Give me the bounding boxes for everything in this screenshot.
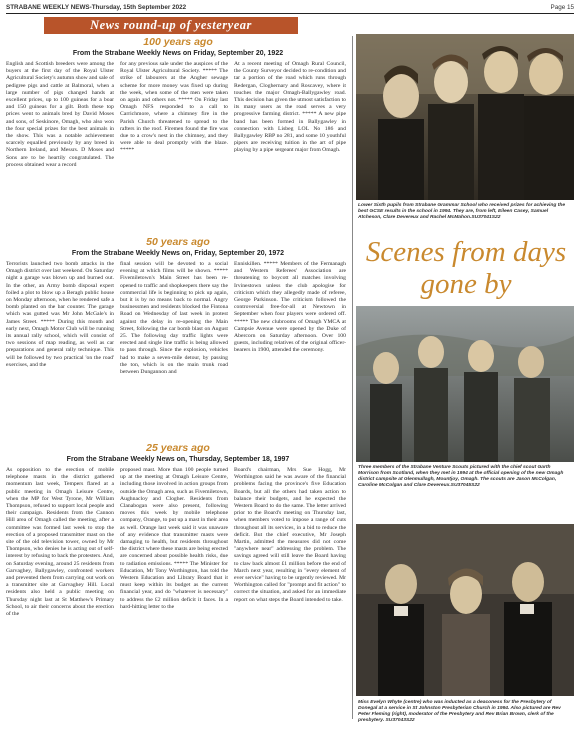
subtitle-1997: From the Strabane Weekly News on, Thursday, September 18, 1997: [66, 456, 290, 463]
article-1997-col2: proposed mast. More than 100 people turned up at the meeting at Omagh Leisure Centre, including those involved in action groups from outside the Omagh area, such as Fivemiletown, Aughnacloy and Clogher. Residents from Clanabogan were also present, following moves this week by mobile telephone company, Orange, to put up a mast in their area as well. Orange last week said it was unaware of any evidence that transmitter masts were damaging to health, but residents throughout the district where these masts are being erected are concerned about possible health risks, due to radiation emissions. ***** The Minister for Education, Mr Tony Worthington, has told the Western Education and Library Board that it must keep within its budget as the current financial year, and do "whatever is necessary" to address the £2 million deficit it faces. In a hard-hitting letter to the: [120, 467, 228, 610]
section-banner: News round-up of yesteryear: [44, 17, 298, 34]
caption-deaconess: Miss Evelyn Whyte (centre) who was inducted as a deaconess for the Presbytery of Donegal at a service in St Johnston Presbyterian Church in 1994. Also pictured are Rev Peter Fleming (right), moderator of the Presbytery and Rev Brian Brown, clerk of the presbytery. SU37043S22: [358, 700, 561, 723]
subtitle-1972: From the Strabane Weekly News on, Friday, September 20, 1972: [71, 250, 285, 257]
article-1922-col3: At a recent meeting of Omagh Rural Council, the County Surveyor decided to re-condition and tar a portion of the road which runs through Redergan, Cloghernary and Roscavey, where it touches the major Omagh-Ballygawley road. This decision has given the utmost satisfaction to its many users as the road serves a very progressive farming district. ***** A new pipe band has been formed in Ballygawley in connection with Lisbeg LOL No 186 and Ballygawley RBP no 281, and some 10 youthful pipers are receiving tuition in the art of pipe playing by a pipe sergeant major from Omagh.: [234, 61, 346, 154]
caption-grammar-pupils: Lower Sixth pupils from Strabane Grammar School who received prizes for achieving the best GCSE results in the school in 1994. They are, from left, Eileen Casey, Samuel Atcheson, Clare Devereux and Rachel McMahon.SU37041S22: [358, 203, 566, 220]
photo-deaconess: [356, 524, 574, 696]
subtitle-1922: From the Strabane Weekly News on Friday, September 20, 1922: [72, 50, 284, 57]
article-1922-col1: English and Scottish breeders were among the buyers at the first day of the Royal Ulster Agricultural Society's autumn show and sale of pedigree pigs and cattle at Balmoral, when a large number of pigs changed hands at excellent prices, up to 100 guineas for a boar and 150 guineas for a gilt. Both these top prices went to animals bred by David Moses and sons, of Seskinore, Omagh, who also won the four special prizes for the best animals in the show. This was a notable achievement scarcely equalled previously by any breed in Northern Ireland, and Messrs. D Moses and Sons are to be heartily congratulated. The process obtained wear a record: [6, 61, 114, 168]
heading-25-years: 25 years ago: [146, 442, 210, 454]
photo-grammar-pupils: [356, 34, 574, 200]
article-1972-col3: Enniskillen. ***** Members of the Fermanagh and Western Referees' Association are threatening to boycott all matches involving Irvinestown unless the club apologise for criticism which they allegedly made of referee, George Parkinson. The criticism followed the controversial free-for-all at Newtown in September when four players were ordered off. ***** The new clubrooms of Omagh YMCA at Campsie Avenue were opened by the Duke of Abercorn on Saturday afternoon. Over 100 guests, including relatives of the original officer-bearers in 1900, attended the ceremony.: [234, 261, 346, 354]
article-1972-col2: final session will be devoted to a social evening at which films will be shown. ***** Fivemiletown's Main Street has been re-opened to traffic and shopkeepers there say the commercial life is beginning to pick up again, but it is by no means back to normal. Angry businessmen and residents blocked the Fintona Road on Wednesday of last week in protest against the delay in re-opening the Main Street, following the car bomb blast on August 25. The following day traffic lights were erected and single line traffic is being allowed to pass through. Since the explosion, vehicles had to make a seven-mile detour, by passing the ton, which is on the main trunk road between Dungannon and: [120, 261, 228, 376]
caption-venture-scouts: Three members of the Strabane Venture Scouts pictured with the chief scout Garth Morrison from Scotland, when they met in 1994 at the official opening of the new Omagh district campsite at Glenmullagh, Mountjoy, Omagh. The scouts are Jason McColgan, Caroline McColgan and Clare Devereux.SU37045S22: [358, 465, 564, 488]
photo-venture-scouts: [356, 306, 574, 462]
heading-100-years: 100 years ago: [143, 36, 213, 48]
heading-50-years: 50 years ago: [146, 236, 210, 248]
article-1997-col3: Board's chairman, Mrs Sue Hogg, Mr Worthington said he was aware of the financial problems facing the province's five Education Boards, but all the others had taken action to balance their budgets, and he expected the Western Board to do the same. The letter arrived prior to the Board's meeting on Thursday last, when members voted to impose a range of cuts throughout all its services, in a bid to reduce the deficit. But the chief executive, Mr Joseph Martin, admitted the measures did not come "anywhere near" addressing the problem. The savings agreed will still leave the Board having to claw back almost £1 million before the end of March next year, resulting in "every element of ever service" having to be urgently reviewed. Mr Worthington called for "prompt and fit action" to correct the situation, and asked for an immediate report on what steps the Board intended to take.: [234, 467, 346, 603]
column-divider: [352, 36, 353, 719]
header-left: STRABANE WEEKLY NEWS-Thursday, 15th September 2022: [6, 4, 187, 11]
article-1972-col1: Terrorists launched two bomb attacks in the Omagh district over last weekend. On Saturday night a garage was blown up and burned out. In the other, an Army bomb disposal expert foiled a plot to blow up a Beragh public house on Monday afternoon, when he rendered safe a bomb planted on the bar counter. The garage which was gutted was Mr John McGale's in James Street. ***** During this month and early next, Omagh Motor Club will be running its annual rally school, which will consist of two sessions of map reading, as well as car preparations and general rally technique. This will be followed by two practical 'on the road' exercises, and the: [6, 261, 114, 368]
article-1922-col2: for any previous sale under the auspices of the Royal Ulster Agricultural Society. ***** The strike of labourers at the Angher sewage scheme for more money was fixed up during the week, when some of the men were taken on again and others not. ***** On Friday last Omagh NFS responded to a call to Carrichmore, where a chimney fire in the Parish Church threatened to spread to the rafters in the roof. Firemen found the fire was due to a crow's nest in the chimney, and they were able to deal promptly with the blaze. *****: [120, 61, 228, 154]
article-1997-col1: As opposition to the erection of mobile telephone masts in the district gathered momentum last week, Tempers flared at a public meeting in Omagh Leisure Centre, when the MP for West Tyrone, Mr William Thompson, refused to support local people and their campaign. Residents from the Cannon Hill area of Omagh called the meeting, after a committee was formed last week to stop the erection of a proposed transmitter mast on the site of the old television tower, owned by Mr Thompson, who denies he is acting out of self-interest by refusing to back the protesters. And, on Saturday evening, around 25 residents from Garvaghey, Ballygawley, confronted workers and prevented them from carrying out work on a transmitter site at Garvaghey Hill. Local residents also held a public meeting on Thursday night last at St Matthew's Primary School, to air their concerns about the erection of the: [6, 467, 114, 618]
scenes-title: Scenes from days gone by: [365, 236, 567, 300]
header-rule: [6, 13, 574, 14]
page-number: Page 15: [550, 4, 574, 11]
